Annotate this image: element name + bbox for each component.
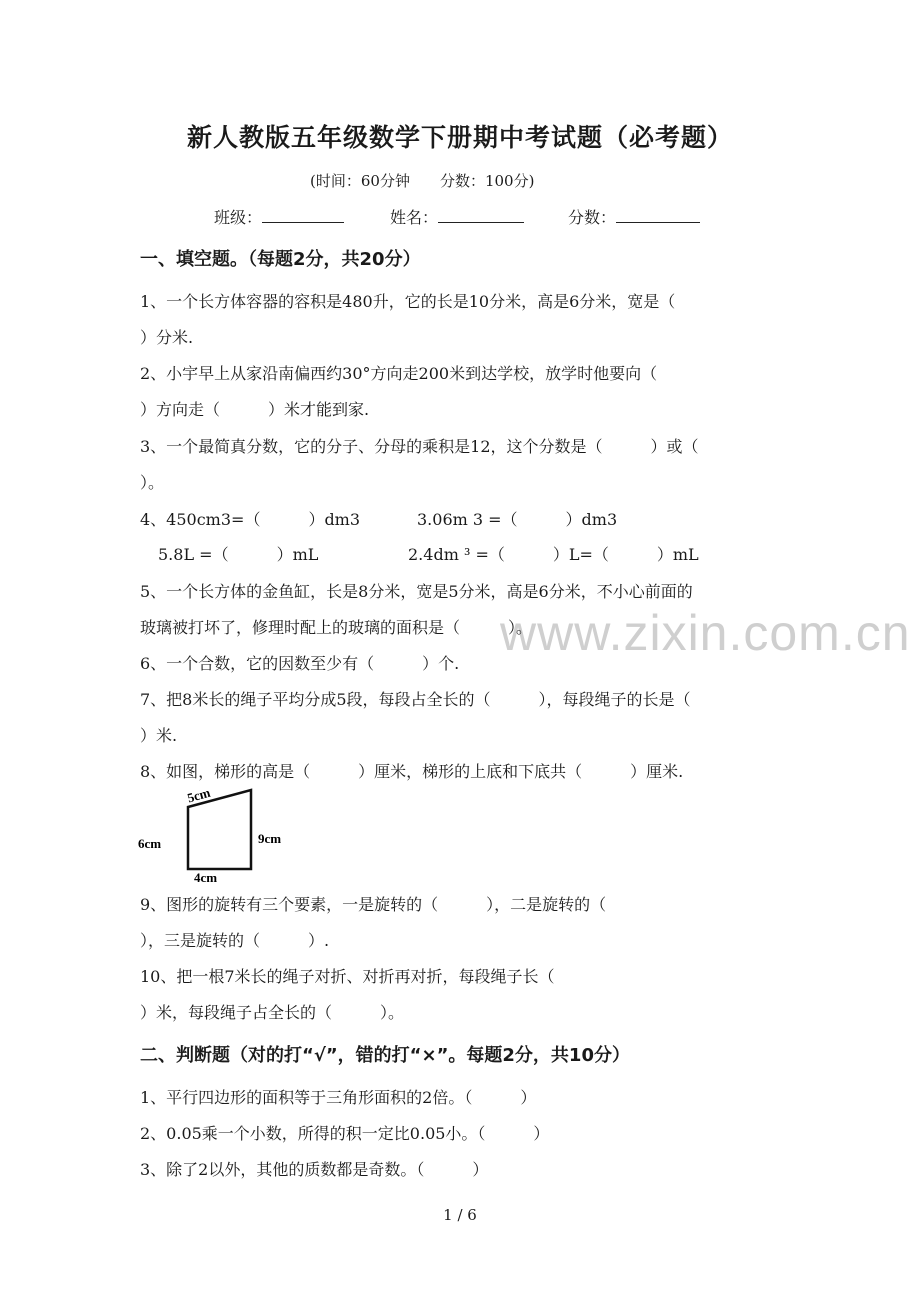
question-4-part-1: 4、450cm3=（ ）dm3: [140, 510, 361, 529]
question-1-line-2: ）分米.: [140, 328, 194, 347]
question-8: 8、如图，梯形的高是（ ）厘米，梯形的上底和下底共（ ）厘米.: [140, 762, 684, 781]
label-right-side: 9cm: [258, 831, 282, 846]
page-title: 新人教版五年级数学下册期中考试题（必考题）: [186, 123, 733, 152]
watermark: www.zixin.com.cn: [500, 605, 911, 661]
question-9-line-2: ），三是旋转的（ ）.: [140, 931, 330, 950]
score-blank: [616, 206, 700, 223]
question-1-line-1: 1、一个长方体容器的容积是480升，它的长是10分米，高是6分米，宽是（: [140, 292, 676, 311]
label-bottom-side: 4cm: [194, 870, 218, 885]
question-2-line-2: ）方向走（ ）米才能到家.: [140, 400, 370, 419]
question-5-line-2: 玻璃被打坏了，修理时配上的玻璃的面积是（ ）。: [140, 618, 533, 637]
question-10-line-2: ）米，每段绳子占全长的（ ）。: [140, 1003, 405, 1022]
score-field: [568, 205, 700, 228]
judge-1: 1、平行四边形的面积等于三角形面积的2倍。（ ）: [140, 1088, 537, 1107]
label-slant-side: 5cm: [185, 785, 212, 806]
name-blank: [438, 206, 524, 223]
question-4-part-4: 2.4dm ³ =（ ）L=（ ）mL: [408, 545, 699, 564]
trapezoid-figure: [136, 785, 306, 885]
judge-2: 2、0.05乘一个小数，所得的积一定比0.05小。（ ）: [140, 1124, 550, 1143]
question-9-line-1: 9、图形的旋转有三个要素，一是旋转的（ ），二是旋转的（: [140, 895, 607, 914]
class-blank: [262, 206, 344, 223]
question-7-line-1: 7、把8米长的绳子平均分成5段，每段占全长的（ ），每段绳子的长是（: [140, 690, 691, 709]
question-7-line-2: ）米.: [140, 726, 178, 745]
exam-subtitle: (时间：60分钟 分数：100分): [310, 172, 535, 190]
section-1-title: 一、填空题。（每题2分，共20分）: [140, 249, 421, 270]
name-field: [390, 205, 524, 228]
question-3-line-2: ）。: [140, 473, 165, 492]
question-5-line-1: 5、一个长方体的金鱼缸，长是8分米，宽是5分米，高是6分米，不小心前面的: [140, 582, 693, 601]
page-number: 1 / 6: [443, 1206, 477, 1224]
label-left-side: 6cm: [138, 836, 162, 851]
question-6: 6、一个合数，它的因数至少有（ ）个.: [140, 654, 460, 673]
question-4-part-2: 3.06m 3 =（ ）dm3: [417, 510, 618, 529]
judge-3: 3、除了2以外，其他的质数都是奇数。（ ）: [140, 1160, 489, 1179]
name-label: 姓名：: [390, 208, 439, 227]
section-2-title: 二、判断题（对的打“√”，错的打“×”。每题2分，共10分）: [140, 1045, 630, 1066]
score-label: 分数：: [568, 208, 617, 227]
question-3-line-1: 3、一个最简真分数，它的分子、分母的乘积是12，这个分数是（ ）或（: [140, 437, 699, 456]
class-field: [214, 205, 344, 228]
question-2-line-1: 2、小宇早上从家沿南偏西约30°方向走200米到达学校，放学时他要向（: [140, 364, 658, 383]
question-4-part-3: 5.8L =（ ）mL: [158, 545, 319, 564]
class-label: 班级：: [214, 208, 263, 227]
question-10-line-1: 10、把一根7米长的绳子对折、对折再对折，每段绳子长（: [140, 967, 555, 986]
